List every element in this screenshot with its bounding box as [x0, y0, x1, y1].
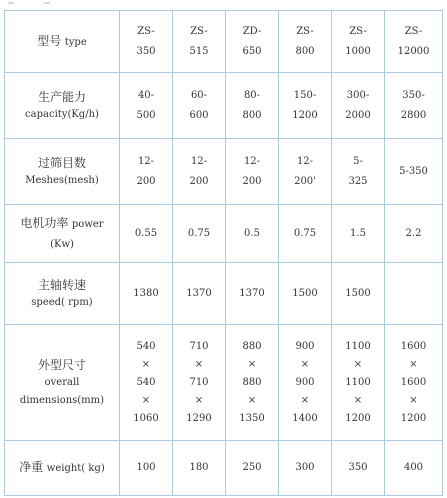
cell-line: 12- [190, 155, 208, 167]
row-label-dimensions [5, 325, 120, 441]
cell-line: ZS- [349, 25, 367, 37]
cell-line: 1400 [292, 412, 318, 424]
cell-line: 1370 [239, 287, 265, 299]
cell-capacity-3 [279, 73, 332, 139]
cell-line: 12- [243, 155, 261, 167]
label-en: weight( kg) [46, 463, 105, 474]
cell-mesh-0 [120, 139, 173, 205]
cell-line: 0.5 [244, 227, 260, 239]
cell-line: 200 [189, 175, 209, 187]
table-row-dimensions [5, 325, 443, 441]
cell-line: 1500 [292, 287, 318, 299]
cell-capacity-4 [332, 73, 385, 139]
cell-line: 650 [242, 45, 262, 57]
cell-line: 800 [242, 109, 262, 121]
cell-line: × [300, 394, 310, 406]
cell-line: 350- [402, 89, 425, 101]
cell-power-4 [332, 205, 385, 263]
cell-line: 200' [294, 175, 316, 187]
cell-line: × [247, 358, 257, 370]
cell-model-1 [173, 11, 226, 73]
cell-line: ZS- [190, 25, 208, 37]
cell-weight-3 [279, 441, 332, 496]
cell-line: × [194, 358, 204, 370]
label-en: Meshes(mesh) [25, 174, 99, 186]
cell-line: × [247, 394, 257, 406]
cell-line: × [353, 358, 363, 370]
table-row-capacity [5, 73, 443, 139]
label-zh: 电机功率 [20, 215, 69, 230]
cell-line: 1200 [345, 412, 371, 424]
cell-mesh-4 [332, 139, 385, 205]
cell-line: × [194, 394, 204, 406]
cell-line: 1060 [133, 412, 159, 424]
spec-body [5, 11, 443, 496]
cell-line: 0.75 [293, 227, 317, 239]
cell-capacity-2 [226, 73, 279, 139]
cell-line: 1.5 [350, 227, 366, 239]
cell-line: 60- [190, 89, 208, 101]
cell-dimensions-0 [120, 325, 173, 441]
cell-line: 5-350 [399, 165, 428, 177]
cell-speed-5 [385, 263, 443, 325]
spec-table [4, 10, 443, 496]
cell-line: 710 [189, 376, 209, 388]
cell-speed-3 [279, 263, 332, 325]
label-en: capacity(Kg/h) [25, 108, 99, 120]
cell-line: 150- [293, 89, 317, 101]
cell-line: 800 [295, 45, 315, 57]
label-zh: 主轴转速 [37, 277, 86, 292]
cell-speed-2 [226, 263, 279, 325]
cell-speed-0 [120, 263, 173, 325]
cell-line: × [141, 394, 151, 406]
cell-line: 12- [296, 155, 314, 167]
cell-weight-5 [385, 441, 443, 496]
cell-line: 900 [295, 340, 315, 352]
cell-line: × [409, 394, 418, 406]
cell-line: 1000 [345, 45, 371, 57]
cell-weight-4 [332, 441, 385, 496]
table-row-model [5, 11, 443, 73]
cell-capacity-0 [120, 73, 173, 139]
cell-line: 1380 [133, 287, 159, 299]
cell-line: 200 [136, 175, 156, 187]
row-label-weight [5, 441, 120, 496]
cell-line: × [141, 358, 151, 370]
cell-line: 180 [189, 462, 209, 473]
row-label-power [5, 205, 120, 263]
cell-line: 5- [353, 155, 363, 167]
cell-mesh-1 [173, 139, 226, 205]
cell-line: 0.55 [134, 227, 158, 239]
cell-line: × [300, 358, 310, 370]
cell-weight-2 [226, 441, 279, 496]
cell-model-3 [279, 11, 332, 73]
cell-line: 100 [136, 462, 156, 473]
table-row-mesh [5, 139, 443, 205]
cell-mesh-2 [226, 139, 279, 205]
label-zh: 外型尺寸 [37, 357, 86, 372]
table-row-power [5, 205, 443, 263]
cell-capacity-5 [385, 73, 443, 139]
cell-line: 1200 [400, 412, 427, 424]
cell-line: 1600 [400, 340, 427, 352]
cell-line: ZS- [137, 25, 155, 37]
cell-weight-0 [120, 441, 173, 496]
cell-dimensions-3 [279, 325, 332, 441]
row-label-speed [5, 263, 120, 325]
cell-model-2 [226, 11, 279, 73]
row-label-capacity [5, 73, 120, 139]
cell-line: 540 [136, 340, 156, 352]
cell-capacity-1 [173, 73, 226, 139]
cell-line: 515 [189, 45, 209, 57]
cell-model-4 [332, 11, 385, 73]
row-label-model [5, 11, 120, 73]
cell-line: 1370 [186, 287, 212, 299]
cell-line: × [409, 358, 418, 370]
cell-power-5 [385, 205, 443, 263]
cell-line: 350 [136, 45, 156, 57]
cell-line: 0.75 [187, 227, 211, 239]
cell-weight-1 [173, 441, 226, 496]
cell-line: 1500 [345, 287, 371, 299]
top-decoration [8, 2, 14, 4]
table-row-weight [5, 441, 443, 496]
cell-dimensions-1 [173, 325, 226, 441]
cell-model-0 [120, 11, 173, 73]
label-zh: 型号 [37, 33, 62, 48]
cell-line: 540 [136, 376, 156, 388]
cell-line: 1200 [292, 109, 318, 121]
cell-line: 880 [242, 340, 262, 352]
cell-line: 1350 [239, 412, 265, 424]
cell-mesh-5 [385, 139, 443, 205]
label-en: speed( rpm) [31, 296, 93, 308]
cell-dimensions-5 [385, 325, 443, 441]
cell-line: 250 [242, 462, 262, 473]
cell-power-2 [226, 205, 279, 263]
cell-line: 300 [295, 462, 315, 473]
cell-line: 350 [348, 462, 368, 473]
cell-line: 1100 [345, 376, 371, 388]
cell-speed-4 [332, 263, 385, 325]
table-row-speed [5, 263, 443, 325]
cell-line: 500 [136, 109, 156, 121]
cell-line: 80- [243, 89, 261, 101]
cell-line: 710 [189, 340, 209, 352]
cell-line: 1100 [345, 340, 371, 352]
cell-line: 200 [242, 175, 262, 187]
cell-line: 900 [295, 376, 315, 388]
label-en: power (Kw) [50, 218, 104, 250]
label-zh: 净重 [19, 460, 44, 474]
cell-line: ZS- [404, 25, 423, 37]
label-en: type [64, 36, 87, 48]
cell-line: 600 [189, 109, 209, 121]
row-label-mesh [5, 139, 120, 205]
cell-dimensions-4 [332, 325, 385, 441]
cell-power-1 [173, 205, 226, 263]
cell-line: 12000 [397, 45, 430, 57]
label-zh: 生产能力 [37, 89, 86, 104]
label-en: overall dimensions(mm) [19, 376, 105, 406]
cell-line: 400 [403, 462, 424, 473]
cell-line: 40- [137, 89, 155, 101]
cell-line: × [353, 394, 363, 406]
cell-line: ZS- [296, 25, 314, 37]
cell-mesh-3 [279, 139, 332, 205]
top-decoration [44, 2, 50, 4]
cell-line: 2800 [400, 109, 427, 121]
cell-line: 2.2 [405, 227, 422, 239]
cell-power-0 [120, 205, 173, 263]
label-zh: 过筛目数 [37, 155, 86, 170]
cell-line: 2000 [345, 109, 371, 121]
cell-line: 325 [348, 175, 368, 187]
cell-model-5 [385, 11, 443, 73]
cell-line: ZD- [242, 25, 262, 37]
cell-power-3 [279, 205, 332, 263]
cell-line: 880 [242, 376, 262, 388]
cell-line: 12- [137, 155, 155, 167]
cell-line: 1600 [400, 376, 427, 388]
cell-dimensions-2 [226, 325, 279, 441]
cell-line: 1290 [186, 412, 212, 424]
cell-speed-1 [173, 263, 226, 325]
cell-line: 300- [346, 89, 370, 101]
